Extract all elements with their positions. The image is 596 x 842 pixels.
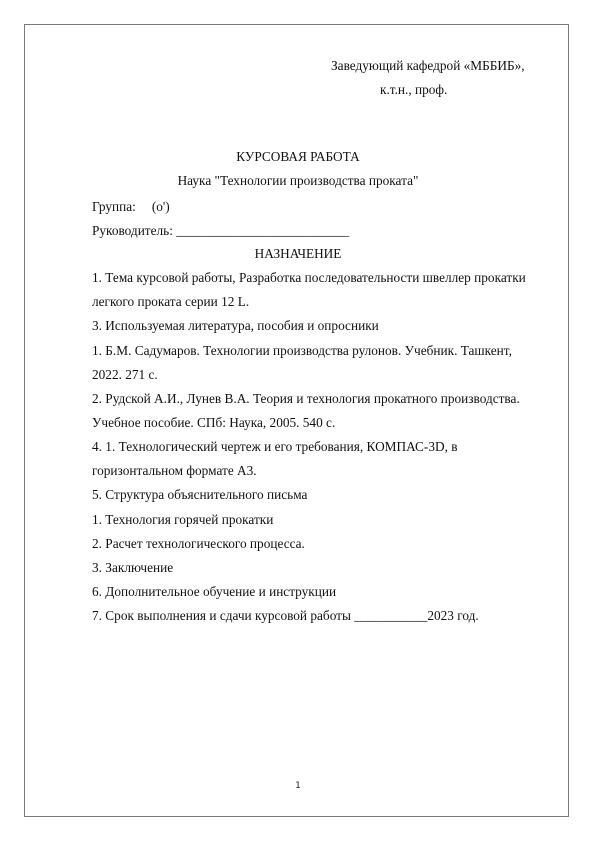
assignment-heading: НАЗНАЧЕНИЕ xyxy=(254,246,342,261)
course-topic-continuation: легкого проката серии 12 L. xyxy=(92,294,250,309)
additional-training-line: 6. Дополнительное обучение и инструкции xyxy=(92,584,337,599)
approval-line-1: Заведующий кафедрой «МББИБ», xyxy=(331,58,525,73)
group-line xyxy=(92,199,170,215)
structure-item-1: 1. Технология горячей прокатки xyxy=(92,512,274,527)
subject-line: Наука "Технологии производства проката" xyxy=(177,173,419,188)
structure-item-2: 2. Расчет технологического процесса. xyxy=(92,536,305,551)
literature-heading: 3. Используемая литература, пособия и опросники xyxy=(92,318,379,333)
supervisor-line: Руководитель: __________________________ xyxy=(92,223,350,238)
group-value: (o') xyxy=(151,199,170,214)
structure-item-3: 3. Заключение xyxy=(92,560,174,575)
course-topic-line: 1. Тема курсовой работы, Разработка последовательности швеллер прокатки xyxy=(92,270,526,285)
approval-line-2: к.т.н., проф. xyxy=(380,82,448,97)
explanatory-letter-structure: 5. Структура объяснительного письма xyxy=(92,487,308,502)
reference-1: 1. Б.М. Садумаров. Технологии производства рулонов. Учебник. Ташкент, xyxy=(92,343,512,358)
reference-2-continuation: Учебное пособие. СПб: Наука, 2005. 540 с. xyxy=(92,415,336,430)
page-number: 1 xyxy=(295,781,301,791)
deadline-line: 7. Срок выполнения и сдачи курсовой работы ___________2023 год. xyxy=(92,608,479,623)
document-title: КУРСОВАЯ РАБОТА xyxy=(236,149,360,164)
reference-1-continuation: 2022. 271 с. xyxy=(92,367,158,382)
reference-2: 2. Рудской А.И., Лунев В.А. Теория и технология прокатного производства. xyxy=(92,391,520,406)
group-label: Группа: xyxy=(92,199,136,214)
drawing-requirements-continuation: горизонтальном формате А3. xyxy=(92,463,257,478)
drawing-requirements-line: 4. 1. Технологический чертеж и его требования, КОМПАС-3D, в xyxy=(92,439,458,454)
